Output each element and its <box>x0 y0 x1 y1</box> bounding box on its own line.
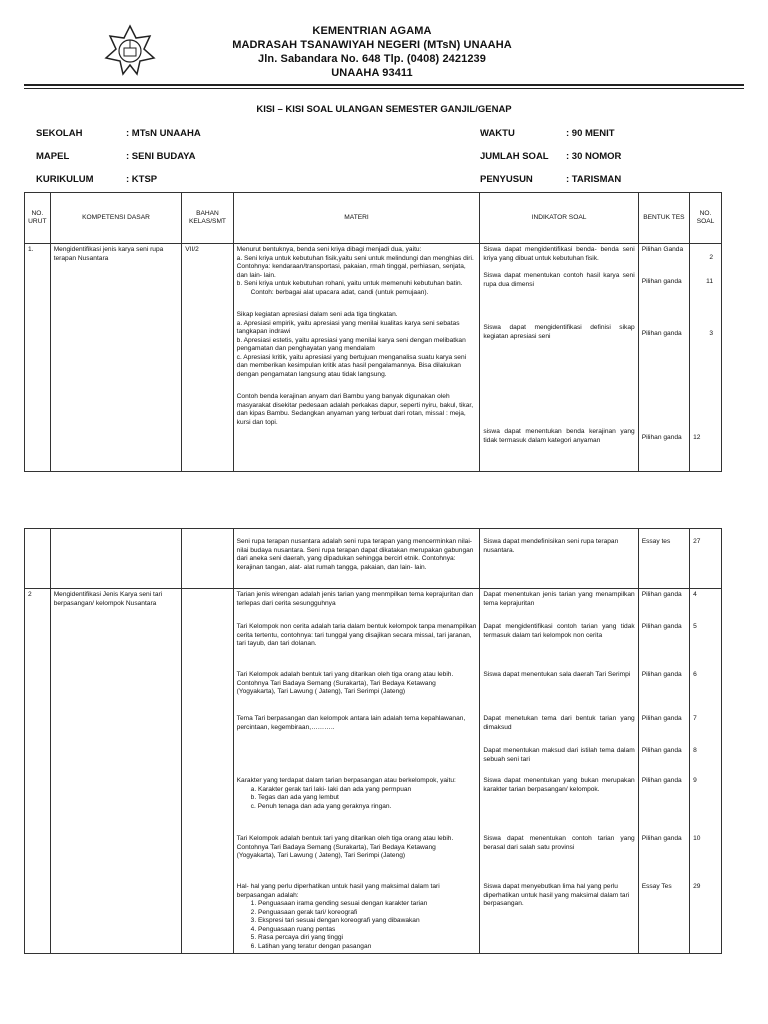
materi-text: Contoh benda kerajinan anyam dari Bambu yang banyak digunakan oleh masyarakat disekitar pedesaan adalah perkakas dapur, seperti nyiru, bakul, tikar, dan kipas Bambu. Sedangkan anyaman yang terbuat dari rotan, missal : meja, kursi dan topi. <box>236 393 474 426</box>
materi-item: 3. Ekspresi tari sesuai dengan koreografi yang dibawakan <box>250 917 420 924</box>
row-number: 2 <box>25 589 51 954</box>
materi-text: Sikap kegiatan apresiasi dalam seni ada tiga tingkatan. <box>236 311 398 318</box>
materi-text: Tari Kelompok adalah bentuk tari yang ditarikan oleh tiga orang atau lebih. Contohnya Tari Badaya Semang (Surakarta), Tari Bedaya Ketawang (Yogyakarta), Tari Lawung ( Jateng), Tari Serimpi (Jateng) <box>236 835 454 859</box>
indikator-text: Dapat menetukan tema dari bentuk tarian yang dimaksud <box>483 715 635 731</box>
bentuk-tes: Pilihan ganda <box>641 747 682 754</box>
ministry-name: KEMENTRIAN AGAMA <box>312 25 432 37</box>
indikator-text: Siswa dapat mengidentifikasi definisi sikap kegiatan apresiasi seni <box>483 324 635 340</box>
materi-item: 6. Latihan yang teratur dengan pasangan <box>250 942 372 950</box>
kisi-table-2 <box>24 528 722 954</box>
indikator-cell <box>480 589 638 954</box>
header-bentuk-tes: BENTUK TES <box>638 193 689 244</box>
table-row <box>25 589 722 954</box>
indikator-text: Dapat menentukan maksud dari istilah tema dalam sebuah seni tari <box>483 747 635 763</box>
materi-text: Tarian jenis wirengan adalah jenis tarian yang menmpilkan tema keprajuritan dan terlepas dari cerita sesungguhnya <box>236 591 474 607</box>
materi-text: Tari Kelompok adalah bentuk tari yang ditarikan oleh tiga orang atau lebih. Contohnya Tari Badaya Semang (Surakarta), Tari Bedaya Ketawang (Yogyakarta), Tari Lawung ( Jateng), Tari Serimpi (Jateng) <box>236 671 454 695</box>
no-soal: 5 <box>693 623 697 630</box>
bentuk-tes: Essay Tes <box>641 883 672 890</box>
school-city: UNAAHA 93411 <box>331 67 413 79</box>
kurikulum-label: KURIKULUM <box>36 174 94 185</box>
bentuk-cell <box>638 589 689 954</box>
letterhead <box>200 24 544 80</box>
indikator-text: Siswa dapat menentukan contoh tarian yang berasal dari salah satu provinsi <box>483 835 635 851</box>
no-soal: 27 <box>690 529 722 589</box>
materi-item: 5. Rasa percaya diri yang tinggi <box>250 934 344 941</box>
materi-text: Karakter yang terdapat dalam tarian berpasangan atau berkelompok, yaitu: <box>236 777 456 784</box>
kompetensi-dasar: Mengidentifikasi Jenis Karya seni tari berpasangan/ kelompok Nusantara <box>50 589 182 954</box>
no-soal: 29 <box>693 883 701 890</box>
no-soal: 6 <box>693 671 697 678</box>
materi-item: Contoh: berbagai alat upacara adat, candi (untuk pemujaan). <box>250 288 429 296</box>
soal-cell <box>690 589 722 954</box>
bentuk-tes: Pilihan ganda <box>641 591 682 598</box>
indikator-text: Siswa dapat menentukan sala daerah Tari Serimpi <box>483 671 631 678</box>
indikator-text: Siswa dapat menentukan contoh hasil karya seni rupa dua dimensi <box>483 272 635 288</box>
kemenag-logo-icon <box>104 24 156 76</box>
materi-item: c. Penuh tenaga dan ada yang geraknya ringan. <box>250 802 392 810</box>
materi-cell <box>233 244 480 472</box>
materi-item: a. Karakter gerak tari laki- laki dan ada yang permpuan <box>250 785 412 793</box>
bentuk-cell <box>638 244 689 472</box>
table-row <box>25 529 722 589</box>
indikator-text: Dapat mengidentifikasi contoh tarian yang tidak termasuk dalam tari kelompok non cerita <box>483 623 635 639</box>
materi-item: b. Tegas dan ada yang lembut <box>250 794 339 801</box>
no-soal: 9 <box>693 777 697 784</box>
bentuk-tes: Pilihan ganda <box>641 623 682 630</box>
kisi-table-1 <box>24 192 722 472</box>
sekolah-value: : MTsN UNAAHA <box>126 128 201 139</box>
indikator-text: Siswa dapat mendefinisikan seni rupa terapan nusantara. <box>480 529 638 589</box>
kurikulum-value: : KTSP <box>126 174 158 185</box>
no-soal: 3 <box>709 330 713 337</box>
row-number: 1. <box>25 244 51 472</box>
bentuk-tes: Pilihan ganda <box>641 330 682 337</box>
waktu-label: WAKTU <box>480 128 515 139</box>
penyusun-value: : TARISMAN <box>566 174 622 185</box>
indikator-text: Siswa dapat mengidentifikasi benda- benda seni kriya yang dibuat untuk kebutuhan fisik. <box>483 246 635 262</box>
soal-cell <box>690 244 722 472</box>
bentuk-tes: Pilihan ganda <box>641 777 682 784</box>
penyusun-label: PENYUSUN <box>480 174 533 185</box>
bentuk-tes: Pilihan ganda <box>641 434 682 441</box>
indikator-text: siswa dapat menentukan benda kerajinan yang tidak termasuk dalam kategori anyaman <box>483 428 635 444</box>
table-row <box>25 244 722 472</box>
no-soal: 7 <box>693 715 697 722</box>
indikator-text: Siswa dapat menyebutkan lima hal yang perlu diperhatikan untuk hasil yang maksimal dalam tari berpasangan. <box>483 883 630 907</box>
bentuk-tes: Pilihan Ganda <box>641 246 684 253</box>
header-no-soal: NO. SOAL <box>690 193 722 244</box>
materi-text: Seni rupa terapan nusantara adalah seni rupa terapan yang mencerminkan nilai- nilai budaya nusantara. Seni rupa terapan dapat dikatakan merupakan gabungan dari aneka seni daerah, yang dipadukan sehingga bercirl etnik. Contohnya: kerajinan tangan, alat- alat rumah tangga, pakaian, dan lain- lain. <box>233 529 480 589</box>
bentuk-tes: Pilihan ganda <box>641 835 682 842</box>
waktu-value: : 90 MENIT <box>566 128 615 139</box>
materi-text: Tari Kelompok non cerita adalah taria dalam bentuk kelompok tanpa menampilkan cerita tertentu, contohnya: tari tunggal yang disajikan secara missal, tari jaranan, tari tayub, dan tari dolanan. <box>236 623 477 647</box>
materi-item: a. Apresiasi empirik, yaitu apresiasi yang menilai kualitas karya seni sebatas tangkapan indrawi <box>236 319 460 335</box>
kelas-smt: VII/2 <box>182 244 233 472</box>
kompetensi-dasar: Mengidentifikasi jenis karya seni rupa terapan Nusantara <box>50 244 182 472</box>
indikator-text: Siswa dapat menentukan yang bukan merupakan karakter tarian berpasangan/ kelompok. <box>483 777 635 793</box>
materi-block <box>237 777 477 835</box>
table-header-row <box>25 193 722 244</box>
indikator-text: Dapat menentukan jenis tarian yang menampilkan tema keprajuritan <box>483 591 635 607</box>
bentuk-tes: Essay tes <box>638 529 689 589</box>
materi-item: b. Seni kriya untuk kebutuhan rohani, yaitu untuk memenuhi kebutuhan batin. <box>236 280 463 287</box>
materi-item: b. Apresiasi estetis, yaitu apresiasi yang menilai karya seni dengan melibatkan pengamatan dan penghayatan yang mendalam <box>236 336 466 352</box>
materi-item: 4. Penguasaan ruang pentas <box>250 925 336 933</box>
materi-item: a. Seni kriya untuk kebutuhan fisik,yaitu seni untuk melindungi dan menghias diri. Contohnya: kendaraan/transportasi, pakaian, rmah tinggal, perhiasan, senjata, dan lain- lain. <box>236 254 474 279</box>
sekolah-label: SEKOLAH <box>36 128 83 139</box>
no-soal: 11 <box>706 278 713 285</box>
bentuk-tes: Pilihan ganda <box>641 715 682 722</box>
no-soal: 8 <box>693 747 697 754</box>
header-indikator: INDIKATOR SOAL <box>480 193 638 244</box>
materi-text: Tema Tari berpasangan dan kelompok antara lain adalah tema kepahlawanan, percintaan, kegembiraan,……….. <box>236 715 466 731</box>
jumlah-soal-label: JUMLAH SOAL <box>480 151 549 162</box>
header-divider-thin <box>24 88 744 89</box>
school-name: MADRASAH TSANAWIYAH NEGERI (MTsN) UNAAHA <box>232 39 512 51</box>
mapel-value: : SENI BUDAYA <box>126 151 196 162</box>
document-title: KISI – KISI SOAL ULANGAN SEMESTER GANJIL/GENAP <box>256 104 512 115</box>
no-soal: 12 <box>693 434 701 441</box>
bentuk-tes: Pilihan ganda <box>641 671 682 678</box>
indikator-cell <box>480 244 638 472</box>
no-soal: 10 <box>693 835 701 842</box>
materi-text: Hal- hal yang perlu diperhatikan untuk hasil yang maksimal dalam tari berpasangan adalah: <box>236 883 440 899</box>
materi-text: Menurut bentuknya, benda seni kriya dibagi menjadi dua, yaitu: <box>236 246 422 253</box>
mapel-label: MAPEL <box>36 151 70 162</box>
header-no-urut: NO. URUT <box>25 193 51 244</box>
header-bahan-kelas: BAHAN KELAS/SMT <box>182 193 233 244</box>
header-materi: MATERI <box>233 193 480 244</box>
materi-block <box>237 883 477 951</box>
materi-cell <box>233 589 480 954</box>
header-kompetensi: KOMPETENSI DASAR <box>50 193 182 244</box>
materi-item: c. Apresiasi kritik, yaitu apresiasi yang bertujuan menganalisa suatu karya seni dan memberikan kesimpulan kritik atas hasil pengalamannya. Bisa dilakukan dengan pengamatan langsung atau tidak langsung. <box>236 353 467 378</box>
school-address: Jln. Sabandara No. 648 Tlp. (0408) 2421239 <box>258 53 486 65</box>
bentuk-tes: Pilihan ganda <box>641 278 682 285</box>
no-soal: 2 <box>709 254 713 261</box>
header-divider-thick <box>24 84 744 86</box>
no-soal: 4 <box>693 591 697 598</box>
materi-item: 1. Penguasaan irama gending sesuai dengan karakter tarian <box>250 900 428 907</box>
materi-item: 2. Penguasaan gerak tari/ koreografi <box>250 908 358 916</box>
jumlah-soal-value: : 30 NOMOR <box>566 151 622 162</box>
